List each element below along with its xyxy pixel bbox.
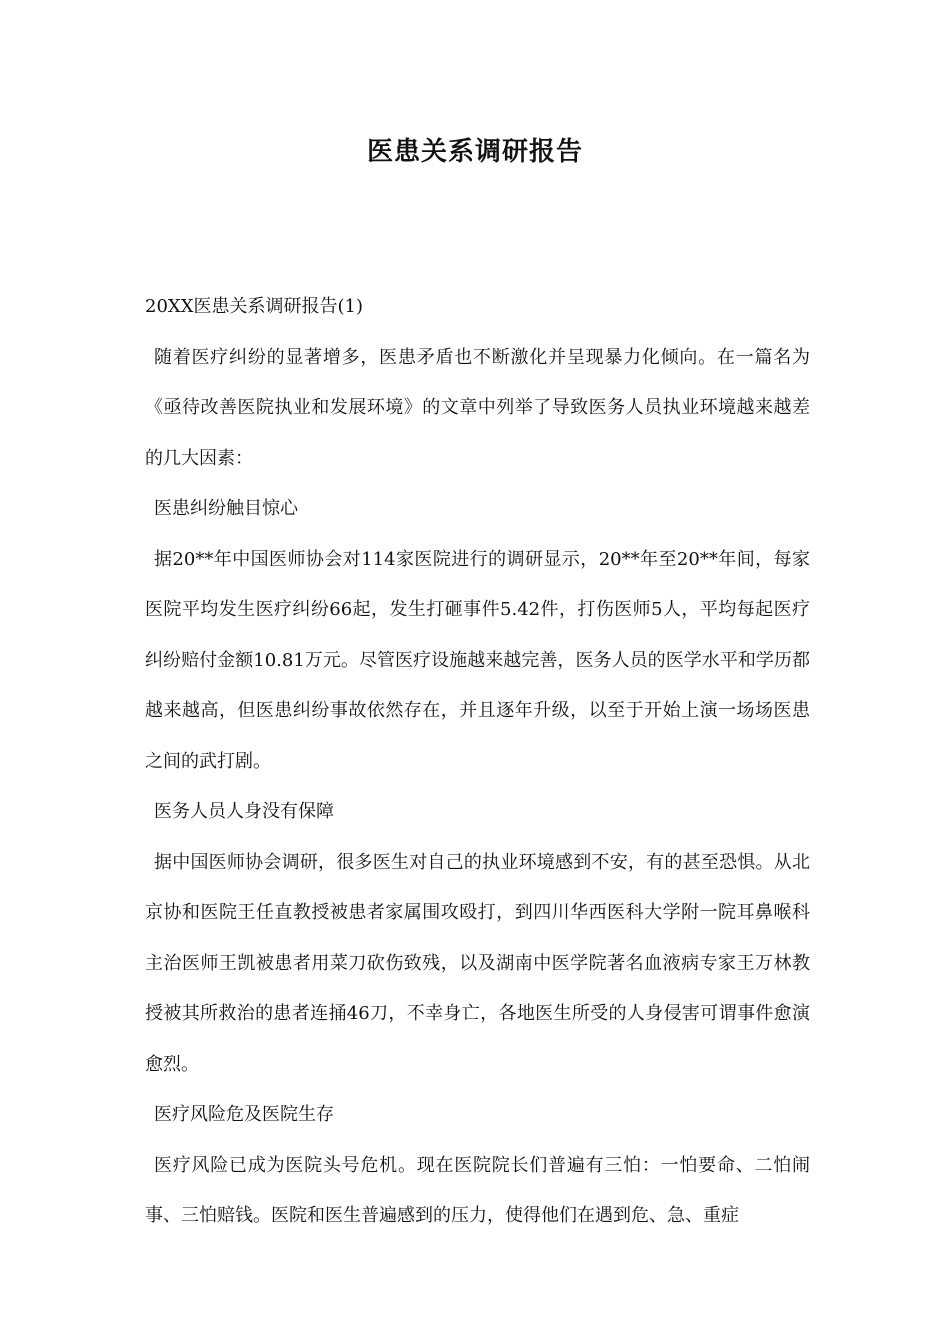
safety-paragraph: 据中国医师协会调研，很多医生对自己的执业环境感到不安，有的甚至恐惧。从北京协和医院王任直教授被患者家属围攻殴打，到四川华西医科大学附一院耳鼻喉科主治医师王凯被患者用菜刀砍伤致残，以及湖南中医学院著名血液病专家王万林教授被其所救治的患者连捅46刀，不幸身亡，各地医生所受的人身侵害可谓事件愈演愈烈。	[145, 851, 810, 1075]
section-heading-risk: 医疗风险危及医院生存	[154, 1104, 334, 1125]
disputes-paragraph: 据20**年中国医师协会对114家医院进行的调研显示，20**年至20**年间，每家医院平均发生医疗纠纷66起，发生打砸事件5.42件，打伤医师5人，平均每起医疗纠纷赔付金额10.81万元。尽管医疗设施越来越完善，医务人员的医学水平和学历都越来越高，但医患纠纷事故依然存在，并且逐年升级，以至于开始上演一场场医患之间的武打剧。	[145, 548, 810, 772]
document-title: 医患关系调研报告	[366, 137, 583, 167]
report-subtitle: 20XX医患关系调研报告(1)	[145, 296, 364, 317]
section-heading-disputes: 医患纠纷触目惊心	[154, 498, 298, 519]
section-heading-safety: 医务人员人身没有保障	[154, 801, 334, 822]
document-body	[145, 282, 810, 1242]
intro-paragraph: 随着医疗纠纷的显著增多，医患矛盾也不断激化并呈现暴力化倾向。在一篇名为《亟待改善医院执业和发展环境》的文章中列举了导致医务人员执业环境越来越差的几大因素：	[145, 346, 810, 469]
risk-paragraph: 医疗风险已成为医院头号危机。现在医院院长们普遍有三怕：一怕要命、二怕闹事、三怕赔钱。医院和医生普遍感到的压力，使得他们在遇到危、急、重症	[145, 1154, 810, 1226]
